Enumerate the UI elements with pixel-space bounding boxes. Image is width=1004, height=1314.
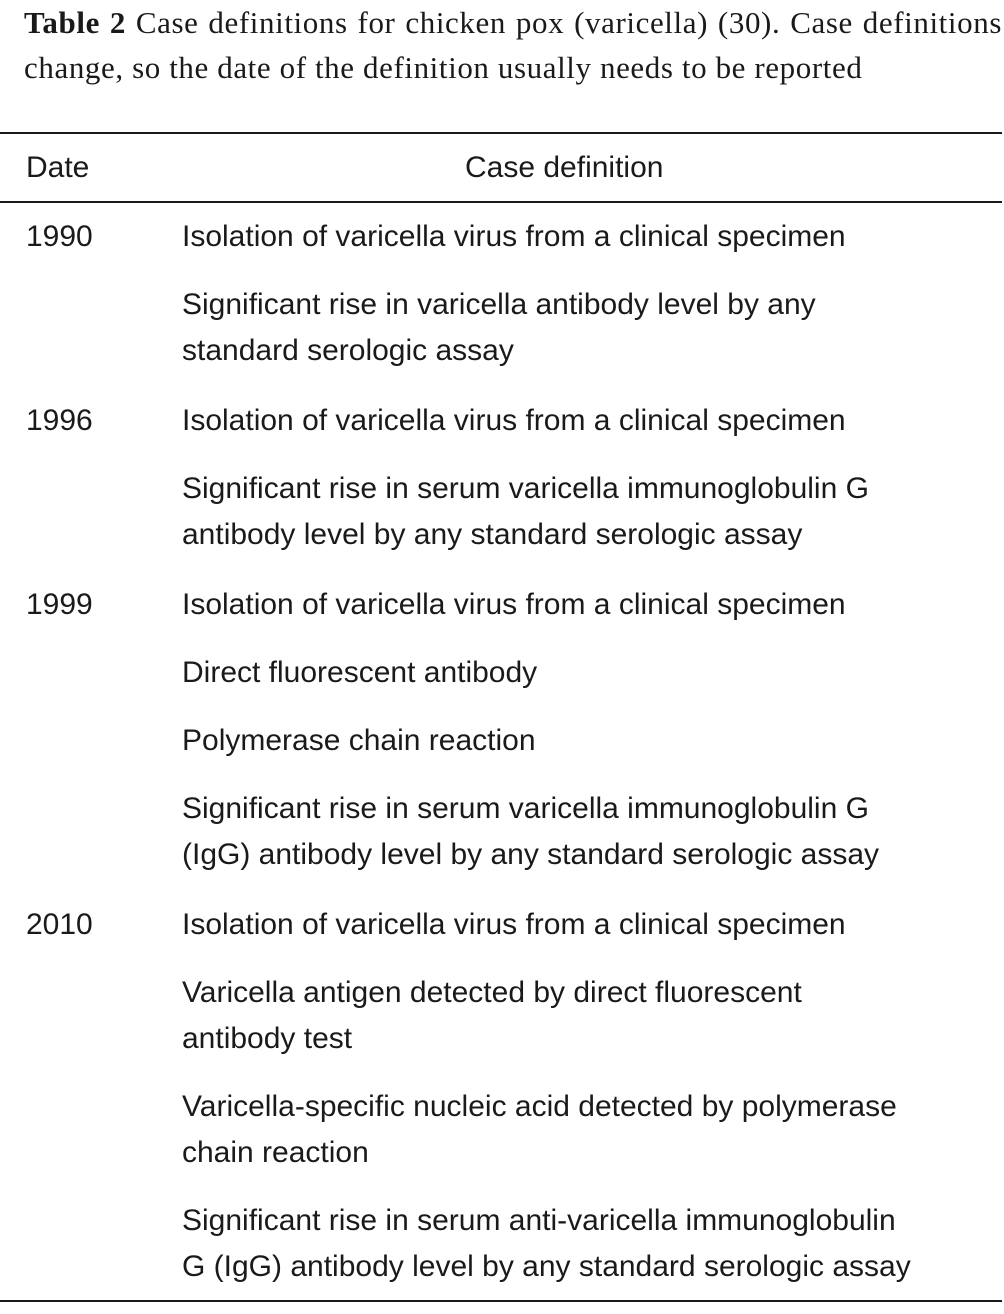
- table-top-rule: [0, 132, 1002, 134]
- row-date: 1990: [26, 220, 93, 253]
- table-bottom-rule: [0, 1300, 1002, 1302]
- table-caption-label: Table 2: [24, 5, 126, 40]
- table-row-2010: [0, 902, 1004, 1290]
- row-date: 2010: [26, 908, 93, 941]
- row-definitions: [182, 902, 997, 1290]
- case-definition: Varicella antigen detected by direct fluorescent antibody test: [182, 976, 802, 1055]
- row-definitions: [182, 582, 997, 878]
- table-caption: [24, 0, 1002, 90]
- column-header-case-definition: Case definition: [465, 151, 664, 184]
- row-definitions: [182, 398, 997, 558]
- table-row-1996: [0, 398, 1004, 558]
- table-row-1999: [0, 582, 1004, 878]
- case-definition: Varicella-specific nucleic acid detected by polymerase chain reaction: [182, 1090, 897, 1169]
- case-definition: Significant rise in serum varicella immunoglobulin G antibody level by any standard serologic assay: [182, 472, 869, 551]
- case-definition: Significant rise in varicella antibody level by any standard serologic assay: [182, 288, 816, 367]
- table-caption-text: Case definitions for chicken pox (varicella) (30). Case definitions change, so the date of the definition usually needs to be reported: [24, 5, 1002, 85]
- row-date: 1996: [26, 404, 93, 437]
- case-definition: Significant rise in serum varicella immunoglobulin G (IgG) antibody level by any standard serologic assay: [182, 792, 880, 871]
- case-definition: Direct fluorescent antibody: [182, 656, 538, 689]
- case-definition: Isolation of varicella virus from a clinical specimen: [182, 588, 846, 621]
- case-definition: Isolation of varicella virus from a clinical specimen: [182, 908, 846, 941]
- table-row-1990: [0, 214, 1004, 374]
- case-definition: Isolation of varicella virus from a clinical specimen: [182, 404, 846, 437]
- row-date: 1999: [26, 588, 93, 621]
- case-definition: Isolation of varicella virus from a clinical specimen: [182, 220, 846, 253]
- row-definitions: [182, 214, 997, 374]
- column-header-date: Date: [26, 151, 90, 184]
- table-body: [0, 214, 1004, 1314]
- case-definition: Significant rise in serum anti-varicella immunoglobulin G (IgG) antibody level by any standard serologic assay: [182, 1204, 911, 1283]
- case-definition: Polymerase chain reaction: [182, 724, 536, 757]
- table-header-rule: [0, 201, 1002, 203]
